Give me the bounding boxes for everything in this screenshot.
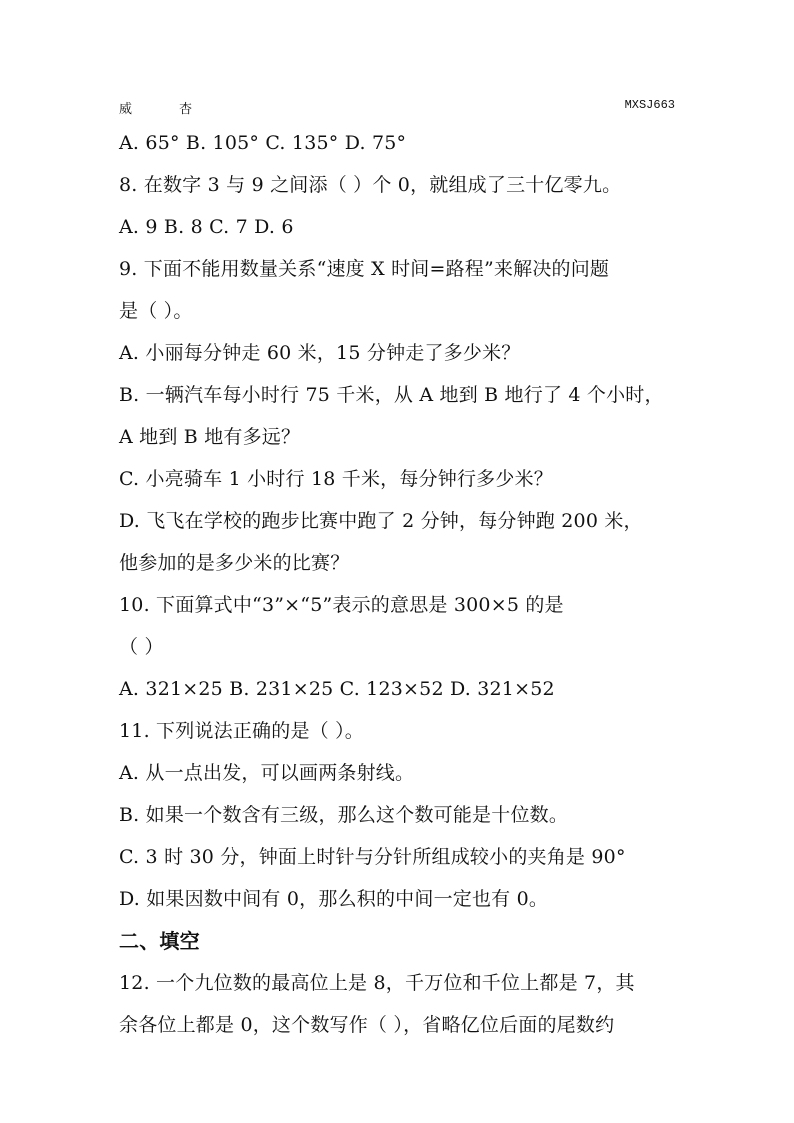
q12-text-line2: 余各位上都是 0，这个数写作（ ），省略亿位后面的尾数约 — [119, 1014, 615, 1036]
q9-option-b-line1: B. 一辆汽车每小时行 75 千米，从 A 地到 B 地行了 4 个小时， — [119, 384, 664, 406]
q9-text-line2: 是（ ）。 — [119, 300, 193, 322]
section-heading-fill-in: 二、填空 — [119, 929, 200, 953]
header-left-text-1: 威 — [119, 102, 133, 117]
header-left-text-2: 杏 — [179, 102, 193, 117]
q11-option-b: B. 如果一个数含有三级，那么这个数可能是十位数。 — [119, 804, 569, 826]
q10-text-line1: 10. 下面算式中“3”×“5”表示的意思是 300×5 的是 — [119, 594, 564, 616]
q9-option-b-line2: A 地到 B 地有多远？ — [119, 426, 301, 448]
q10-text-line2: （ ） — [119, 636, 164, 658]
q12-text-line1: 12. 一个九位数的最高位上是 8，千万位和千位上都是 7，其 — [119, 972, 635, 994]
q11-text: 11. 下列说法正确的是（ ）。 — [119, 720, 364, 742]
q11-option-c: C. 3 时 30 分，钟面上时针与分针所组成较小的夹角是 90° — [119, 846, 626, 868]
question-content — [119, 122, 679, 1046]
q9-option-a: A. 小丽每分钟走 60 米，15 分钟走了多少米？ — [119, 342, 521, 364]
q9-text-line1: 9. 下面不能用数量关系“速度 X 时间=路程”来解决的问题 — [119, 258, 610, 280]
page-header — [119, 98, 675, 118]
q11-option-d: D. 如果因数中间有 0，那么积的中间一定也有 0。 — [119, 888, 549, 910]
q11-option-a: A. 从一点出发，可以画两条射线。 — [119, 762, 415, 784]
q7-options: A. 65° B. 105° C. 135° D. 75° — [119, 132, 407, 154]
q9-option-d-line1: D. 飞飞在学校的跑步比赛中跑了 2 分钟，每分钟跑 200 米， — [119, 510, 643, 532]
document-code: MXSJ663 — [624, 98, 675, 112]
q9-option-c: C. 小亮骑车 1 小时行 18 千米，每分钟行多少米？ — [119, 468, 553, 490]
q10-options: A. 321×25 B. 231×25 C. 123×52 D. 321×52 — [119, 678, 555, 700]
q9-option-d-line2: 他参加的是多少米的比赛？ — [119, 552, 350, 574]
q8-text: 8. 在数字 3 与 9 之间添（ ）个 0，就组成了三十亿零九。 — [119, 174, 622, 196]
q8-options: A. 9 B. 8 C. 7 D. 6 — [119, 216, 294, 238]
